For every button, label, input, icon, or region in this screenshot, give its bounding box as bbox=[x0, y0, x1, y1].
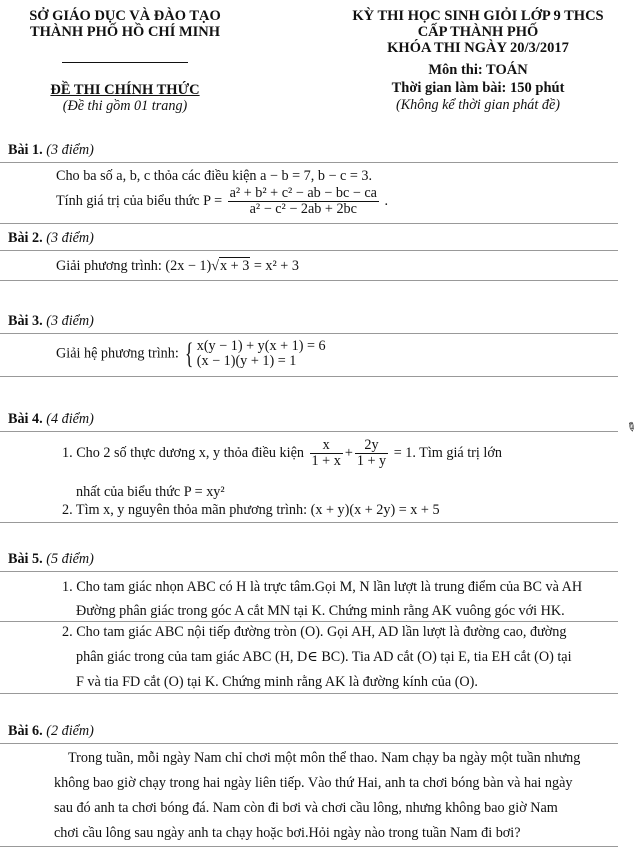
problem-1-expr-prefix: Tính giá trị của biểu thức P = bbox=[56, 192, 223, 209]
problem-4-rule bbox=[0, 431, 618, 432]
problem-5-bottom-rule bbox=[0, 693, 618, 694]
problem-2-suffix: = x² + 3 bbox=[250, 258, 299, 274]
problem-3-prefix: Giải hệ phương trình: bbox=[56, 345, 179, 362]
problem-4-item1-line2: nhất của biểu thức P = xy² bbox=[76, 484, 225, 500]
exam-time: Thời gian làm bài: 150 phút bbox=[391, 80, 565, 96]
problem-3-eq2: (x − 1)(y + 1) = 1 bbox=[196, 353, 297, 369]
problem-6-bottom-rule bbox=[0, 846, 618, 847]
problem-3-title: Bài 3. bbox=[8, 313, 43, 329]
problem-1-heading bbox=[8, 142, 94, 159]
exam-time-note: (Không kể thời gian phát đề) bbox=[395, 97, 560, 113]
problem-4-title: Bài 4. bbox=[8, 411, 43, 427]
problem-2-equation bbox=[56, 258, 299, 275]
problem-1-rule bbox=[0, 162, 618, 163]
problem-1-expr-suffix: . bbox=[384, 192, 389, 209]
problem-1-denominator: a² − c² − 2ab + 2bc bbox=[249, 201, 357, 217]
problem-4-points: (4 điểm) bbox=[46, 411, 94, 427]
problem-2-prefix: Giải phương trình: (2x − 1) bbox=[56, 258, 212, 274]
problem-4-bottom-rule bbox=[0, 522, 618, 523]
problem-5-mid-rule bbox=[0, 621, 618, 622]
problem-4-item1 bbox=[62, 438, 502, 469]
problem-2-title: Bài 2. bbox=[8, 230, 43, 246]
left-brace-icon: { bbox=[185, 337, 194, 370]
problem-6-line: chơi cầu lông sau ngày anh ta chạy hoặc bơi.Hỏi ngày nào trong tuần Nam đi bơi? bbox=[54, 825, 521, 841]
problem-1-numerator: a² + b² + c² − ab − bc − ca bbox=[229, 185, 377, 201]
problem-4-frac2 bbox=[355, 438, 388, 469]
exam-title-line1: KỲ THI HỌC SINH GIỎI LỚP 9 THCS bbox=[352, 8, 604, 24]
problem-2-heading bbox=[8, 230, 94, 247]
problem-3-bottom-rule bbox=[0, 376, 618, 377]
problem-3-eq1: x(y − 1) + y(x + 1) = 6 bbox=[196, 338, 326, 354]
problem-1-line1: Cho ba số a, b, c thỏa các điều kiện a − b = 7, b − c = 3. bbox=[56, 168, 373, 184]
problem-5-line: Đường phân giác trong góc A cắt MN tại K. Chứng minh rằng AK vuông góc với HK. bbox=[76, 603, 565, 619]
problem-4-frac2-num: 2y bbox=[355, 438, 388, 454]
problem-4-frac1-num: x bbox=[310, 438, 343, 454]
header-dept-line2: THÀNH PHỐ HỒ CHÍ MINH bbox=[29, 24, 221, 40]
problem-4-frac2-den: 1 + y bbox=[356, 453, 387, 469]
problem-6-heading bbox=[8, 723, 94, 740]
problem-4-item2: 2. Tìm x, y nguyên thỏa mãn phương trình: (x + y)(x + 2y) = x + 5 bbox=[62, 502, 440, 518]
exam-subject: Môn thi: TOÁN bbox=[428, 62, 528, 78]
problem-2-rule bbox=[0, 250, 618, 251]
problem-5-rule bbox=[0, 571, 618, 572]
problem-4-heading bbox=[8, 411, 94, 428]
problem-1-points: (3 điểm) bbox=[46, 142, 94, 158]
problem-5-line: F và tia FD cắt (O) tại K. Chứng minh rằng AK là đường kính của (O). bbox=[76, 674, 478, 690]
problem-6-line: sau đó anh ta chơi bóng đá. Nam còn đi bơi và chơi cầu lông, nhưng không bao giờ Nam bbox=[54, 800, 558, 816]
problem-4-frac1-den: 1 + x bbox=[311, 453, 341, 469]
problem-3-rule bbox=[0, 333, 618, 334]
problem-3-system bbox=[56, 339, 326, 369]
problem-4-plus: + bbox=[344, 445, 353, 461]
problem-1-expression bbox=[56, 186, 388, 217]
problem-5-heading bbox=[8, 551, 94, 568]
problem-5-title: Bài 5. bbox=[8, 551, 43, 567]
problem-5-points: (5 điểm) bbox=[46, 551, 94, 567]
official-exam-label: ĐỀ THI CHÍNH THỨC bbox=[50, 82, 200, 98]
radical-icon: √ bbox=[211, 258, 219, 274]
header-divider bbox=[62, 62, 188, 63]
problem-4-item1-suffix: = 1. Tìm giá trị lớn bbox=[393, 445, 502, 461]
problem-6-line: không bao giờ chạy trong hai ngày liên tiếp. Vào thứ Hai, anh ta chơi bóng bàn và hai ngày bbox=[54, 775, 573, 791]
problem-5-line: phân giác trong của tam giác ABC (H, D∈ BC). Tia AD cắt (O) tại E, tia EH cắt (O) tại bbox=[76, 649, 572, 665]
problem-6-rule bbox=[0, 743, 618, 744]
problem-3-points: (3 điểm) bbox=[46, 313, 94, 329]
problem-4-item1-prefix: 1. Cho 2 số thực dương x, y thỏa điều kiện bbox=[62, 445, 304, 461]
problem-6-points: (2 điểm) bbox=[46, 723, 94, 739]
problem-2-radicand: x + 3 bbox=[220, 258, 250, 274]
pages-note: (Đề thi gồm 01 trang) bbox=[62, 98, 188, 114]
problem-6-line: Trong tuần, mỗi ngày Nam chỉ chơi một môn thể thao. Nam chạy ba ngày một tuần nhưng bbox=[68, 750, 581, 766]
problem-3-equations bbox=[197, 339, 326, 369]
problem-6-title: Bài 6. bbox=[8, 723, 43, 739]
problem-5-line: 1. Cho tam giác nhọn ABC có H là trực tâm.Gọi M, N lần lượt là trung điểm của BC và AH bbox=[62, 579, 583, 595]
exam-date: KHÓA THI NGÀY 20/3/2017 bbox=[387, 40, 569, 56]
problem-5-line: 2. Cho tam giác ABC nội tiếp đường tròn (O). Gọi AH, AD lần lượt là đường cao, đường bbox=[62, 624, 567, 640]
problem-1-fraction bbox=[228, 186, 379, 217]
problem-2-bottom-rule bbox=[0, 280, 618, 281]
margin-mark-icon: ✎ bbox=[623, 418, 640, 436]
problem-4-frac1 bbox=[310, 438, 343, 469]
problem-1-title: Bài 1. bbox=[8, 142, 43, 158]
problem-2-points: (3 điểm) bbox=[46, 230, 94, 246]
problem-1-bottom-rule bbox=[0, 223, 618, 224]
problem-3-heading bbox=[8, 313, 94, 330]
header-dept-line1: SỞ GIÁO DỤC VÀ ĐÀO TẠO bbox=[29, 8, 221, 24]
exam-title-line2: CẤP THÀNH PHỐ bbox=[417, 24, 539, 40]
